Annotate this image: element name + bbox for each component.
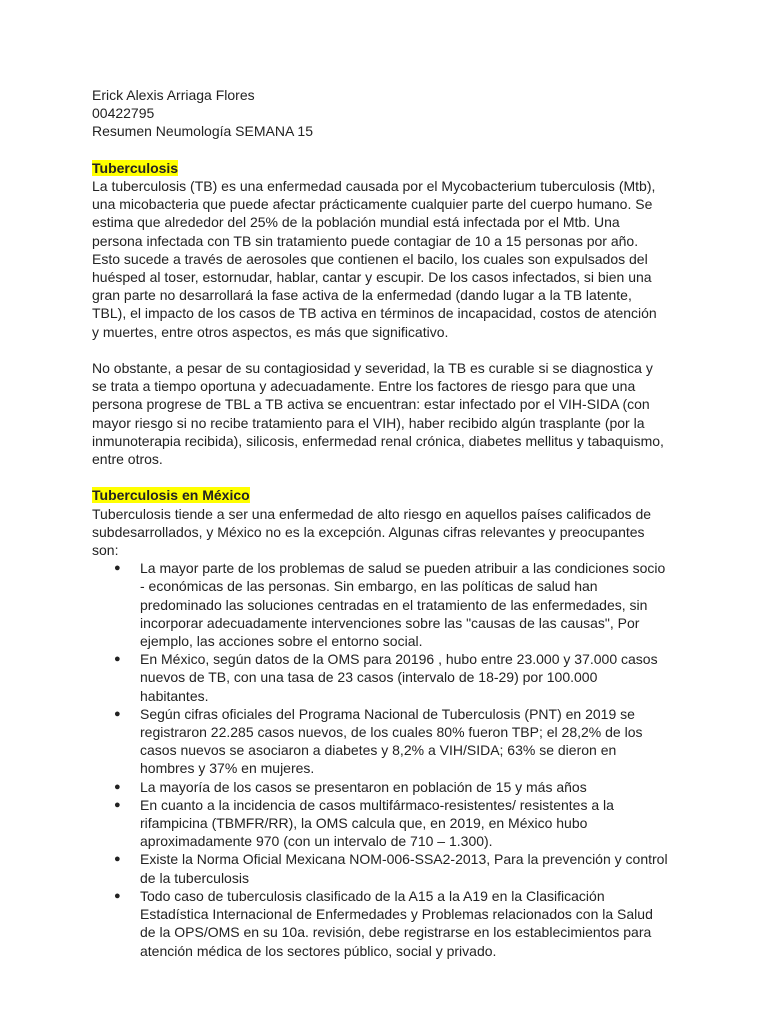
text-line: de la tuberculosis (140, 869, 249, 886)
text-line: persona progrese de TBL a TB activa se encuentran: estar infectado por el VIH-SIDA (con (92, 396, 650, 413)
text-line: En México, según datos de la OMS para 20196 , hubo entre 23.000 y 37.000 casos (140, 651, 658, 668)
text-line: La mayor parte de los problemas de salud se pueden atribuir a las condiciones socio (140, 560, 666, 577)
text-line: de la OPS/OMS en su 10a. revisión, debe registrarse en los establecimientos para (140, 924, 652, 941)
text-line: ejemplo, las acciones sobre el entorno social. (140, 633, 423, 650)
spacer (92, 141, 692, 159)
list-item (92, 887, 692, 960)
paragraph-tb-intro (92, 177, 692, 341)
text-line: En cuanto a la incidencia de casos multifármaco-resistentes/ resistentes a la (140, 796, 614, 813)
bullet-dot-icon: ● (114, 653, 121, 666)
list-item (92, 778, 692, 796)
text-line: subdesarrollados, y México no es la excepción. Algunas cifras relevantes y preocupantes (92, 523, 645, 540)
text-line: gran parte no desarrollará la fase activa de la enfermedad (dando lugar a la TB latente, (92, 287, 632, 304)
text-line: una micobacteria que puede afectar prácticamente cualquier parte del cuerpo humano. Se (92, 196, 653, 213)
document-body (92, 86, 692, 960)
text-line: Tuberculosis tiende a ser una enfermedad de alto riesgo en aquellos países calificados de (92, 505, 652, 522)
text-line: Todo caso de tuberculosis clasificado de la A15 a la A19 en la Clasificación (140, 887, 605, 904)
bullet-dot-icon: ● (114, 707, 121, 720)
text-line: mayor riesgo si no recibe tratamiento para el VIH), haber recibido algún trasplante (por la (92, 414, 645, 431)
paragraph-mexico-intro (92, 505, 692, 560)
author-name: Erick Alexis Arriaga Flores (92, 87, 255, 103)
paragraph-tb-risk-factors (92, 359, 692, 468)
section-heading-tb-mexico: Tuberculosis en México (92, 487, 250, 504)
text-line: estima que alrededor del 25% de la población mundial está infectada por el Mtb. Una (92, 214, 620, 231)
text-line: No obstante, a pesar de su contagiosidad y severidad, la TB es curable si se diagnostica y (92, 360, 653, 377)
text-line: predominado las soluciones centradas en el tratamiento de las enfermedades, sin (140, 596, 648, 613)
text-line: habitantes. (140, 687, 209, 704)
text-line: nuevos de TB, con una tasa de 23 casos (intervalo de 18-29) por 100.000 (140, 669, 598, 686)
text-line: - económicas de las personas. Sin embargo, en las políticas de salud han (140, 578, 598, 595)
text-line: inmunoterapia recibida), silicosis, enfermedad renal crónica, diabetes mellitus y tabaquismo, (92, 432, 664, 449)
text-line: La mayoría de los casos se presentaron en población de 15 y más años (140, 778, 587, 795)
list-item (92, 559, 692, 650)
section-heading-tuberculosis: Tuberculosis (92, 159, 179, 176)
text-line: incorporar adecuadamente intervenciones sobre las "causas de las causas", Por (140, 614, 640, 631)
bullet-dot-icon: ● (114, 780, 121, 793)
text-line: huésped al toser, estornudar, hablar, cantar y escupir. De los casos infectados, si bien una (92, 269, 652, 286)
bullet-dot-icon: ● (114, 562, 121, 575)
text-line: se trata a tiempo oportuna y adecuadamente. Entre los factores de riesgo para que una (92, 378, 636, 395)
text-line: rifampicina (TBMFR/RR), la OMS calcula que, en 2019, en México hubo (140, 815, 588, 832)
spacer (92, 468, 692, 486)
bullet-dot-icon: ● (114, 889, 121, 902)
text-line: persona infectada con TB sin tratamiento puede contagiar de 10 a 15 personas por año. (92, 232, 639, 249)
list-item (92, 796, 692, 851)
text-line: y muertes, entre otros aspectos, es más que significativo. (92, 323, 449, 340)
text-line: Esto sucede a través de aerosoles que contienen el bacilo, los cuales son expulsados del (92, 250, 648, 267)
text-line: atención médica de los sectores público, social y privado. (140, 942, 497, 959)
text-line: hombres y 37% en mujeres. (140, 760, 315, 777)
spacer (92, 341, 692, 359)
text-line: registraron 22.285 casos nuevos, de los cuales 80% fueron TBP; el 28,2% de los (140, 724, 643, 741)
text-line: entre otros. (92, 451, 163, 468)
student-id: 00422795 (92, 105, 155, 122)
text-line: La tuberculosis (TB) es una enfermedad causada por el Mycobacterium tuberculosis (Mtb), (92, 178, 656, 194)
bullet-list (92, 559, 692, 959)
text-line: Existe la Norma Oficial Mexicana NOM-006-SSA2-2013, Para la prevención y control (140, 851, 668, 868)
text-line: Según cifras oficiales del Programa Nacional de Tuberculosis (PNT) en 2019 se (140, 705, 635, 722)
bullet-dot-icon: ● (114, 798, 121, 811)
text-line: casos nuevos se asociaron a diabetes y 8,2% a VIH/SIDA; 63% se dieron en (140, 742, 617, 759)
bullet-dot-icon: ● (114, 853, 121, 866)
list-item (92, 705, 692, 778)
list-item (92, 650, 692, 705)
text-line: aproximadamente 970 (con un intervalo de 710 – 1.300). (140, 833, 493, 850)
list-item (92, 850, 692, 886)
document-subtitle: Resumen Neumología SEMANA 15 (92, 123, 313, 140)
text-line: son: (92, 542, 119, 559)
text-line: TBL), el impacto de los casos de TB activa en términos de incapacidad, costos de atención (92, 305, 657, 322)
text-line: Estadística Internacional de Enfermedades y Problemas relacionados con la Salud (140, 906, 653, 923)
